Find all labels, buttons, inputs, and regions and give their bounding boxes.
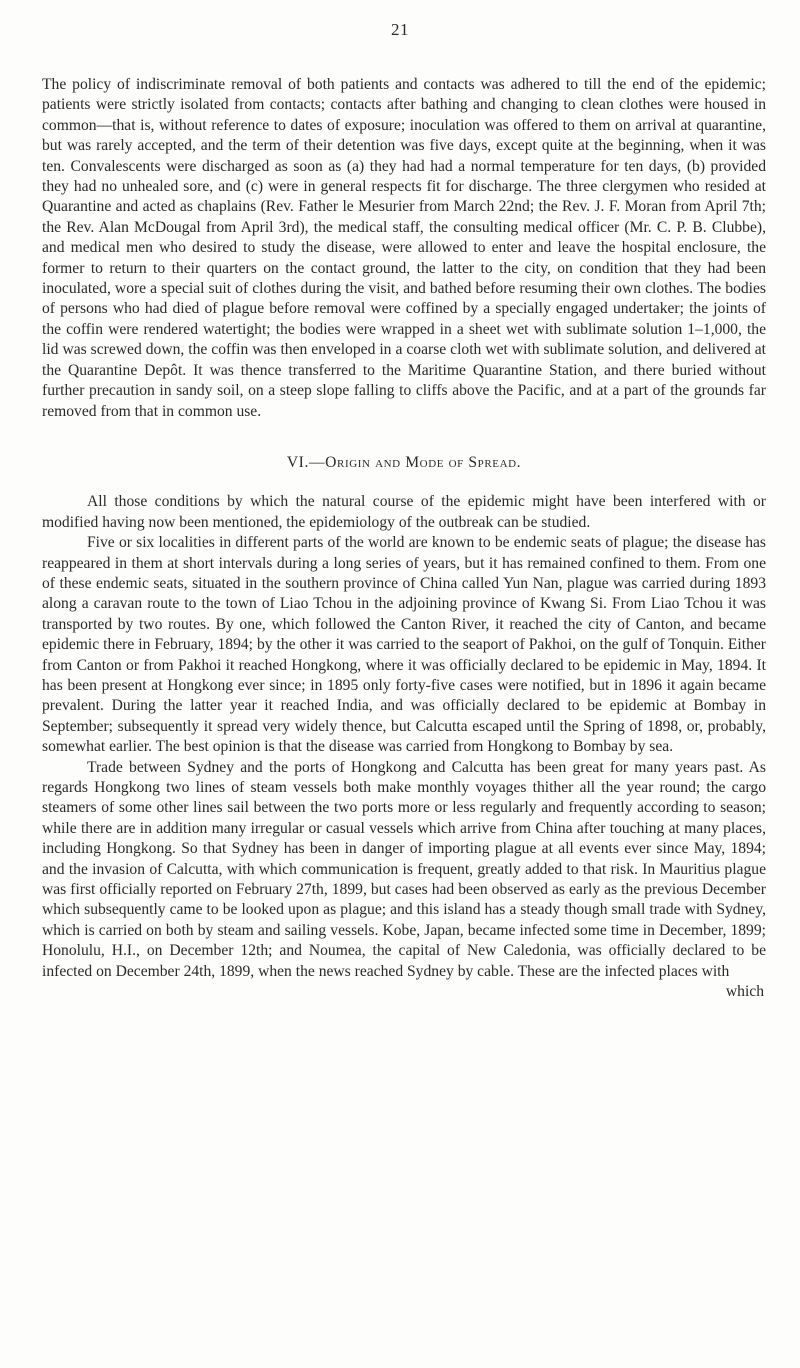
section-title: Origin and Mode of Spread. [325, 453, 522, 471]
catchword: which [725, 983, 764, 1001]
page-number: 21 [391, 20, 409, 39]
body-text [42, 75, 766, 1002]
paragraph-endemic-seats: Five or six localities in different parts of the world are known to be endemic seats of plague; the disease has reappeared in them at short intervals during a long series of years, but it has remained confined to them. From one of these endemic seats, situated in the southern province of China called Yun Nan, plague was carried during 1893 along a caravan route to the town of Liao Tchou in the adjoining province of Kwang Si. From Liao Tchou it was transported by two routes. By one, which followed the Canton River, it reached the city of Canton, and became epidemic there in February, 1894; by the other it was carried to the seaport of Pakhoi, on the gulf of Tonquin. Either from Canton or from Pakhoi it reached Hongkong, where it was officially declared to be epidemic in May, 1894. It has been present at Hongkong ever since; in 1895 only forty-five cases were notified, but in 1896 it again became prevalent. During the latter year it reached India, and was officially declared to be epidemic at Bombay in September; subsequently it spread very widely thence, but Calcutta escaped until the Spring of 1898, or, probably, somewhat earlier. The best opinion is that the disease was carried from Hongkong to Bombay by sea. [42, 534, 766, 756]
section-number: VI.— [286, 453, 326, 471]
paragraph-quarantine-policy: The policy of indiscriminate removal of both patients and contacts was adhered to till the end of the epidemic; patients were strictly isolated from contacts; contacts after bathing and changing to clean clothes were housed in common—that is, without reference to dates of exposure; inoculation was offered to them on arrival at quarantine, but was rarely accepted, and the term of their detention was five days, except quite at the beginning, when it was ten. Convalescents were discharged as soon as (a) they had had a normal temperature for ten days, (b) provided they had no unhealed sore, and (c) were in general respects fit for discharge. The three clergymen who resided at Quarantine and acted as chaplains (Rev. Father le Mesurier from March 22nd; the Rev. J. F. Moran from April 7th; the Rev. Alan McDougal from April 3rd), the medical staff, the consulting medical officer (Mr. C. P. B. Clubbe), and medical men who desired to study the disease, were allowed to enter and leave the hospital enclosure, the former to return to their quarters on the contact ground, the latter to the city, on condition that they had been inoculated, wore a special suit of clothes during the visit, and bathed before resuming their own clothes. The bodies of persons who had died of plague before removal were coffined by a specially engaged undertaker; the joints of the coffin were rendered watertight; the bodies were wrapped in a sheet wet with sublimate solution 1–1,000, the lid was screwed down, the coffin was then enveloped in a coarse cloth wet with sublimate solution, and delivered at the Quarantine Depôt. It was thence transferred to the Maritime Quarantine Station, and there buried without further precaution in sandy soil, on a steep slope falling to cliffs above the Pacific, and at a part of the grounds far removed from that in common use. [42, 76, 766, 420]
paragraph-trade-routes: Trade between Sydney and the ports of Hongkong and Calcutta has been great for many years past. As regards Hongkong two lines of steam vessels both make monthly voyages thither all the year round; the cargo steamers of some other lines sail between the two ports more or less regularly and frequently according to season; while there are in addition many irregular or casual vessels which arrive from China after touching at many places, including Hongkong. So that Sydney has been in danger of importing plague at all events ever since May, 1894; and the invasion of Calcutta, with which communication is frequent, greatly added to that risk. In Mauritius plague was first officially reported on February 27th, 1899, but cases had been observed as early as the previous December which subsequently came to be looked upon as plague; and this island has a steady though small trade with Sydney, which is carried on both by steam and sailing vessels. Kobe, Japan, became infected some time in December, 1899; Honolulu, H.I., on December 12th; and Noumea, the capital of New Caledonia, was officially declared to be infected on December 24th, 1899, when the news reached Sydney by cable. These are the infected places with [42, 758, 766, 980]
section-heading [42, 453, 766, 473]
paragraph-epidemiology-intro: All those conditions by which the natural course of the epidemic might have been interfered with or modified having now been mentioned, the epidemiology of the outbreak can be studied. [42, 493, 766, 531]
